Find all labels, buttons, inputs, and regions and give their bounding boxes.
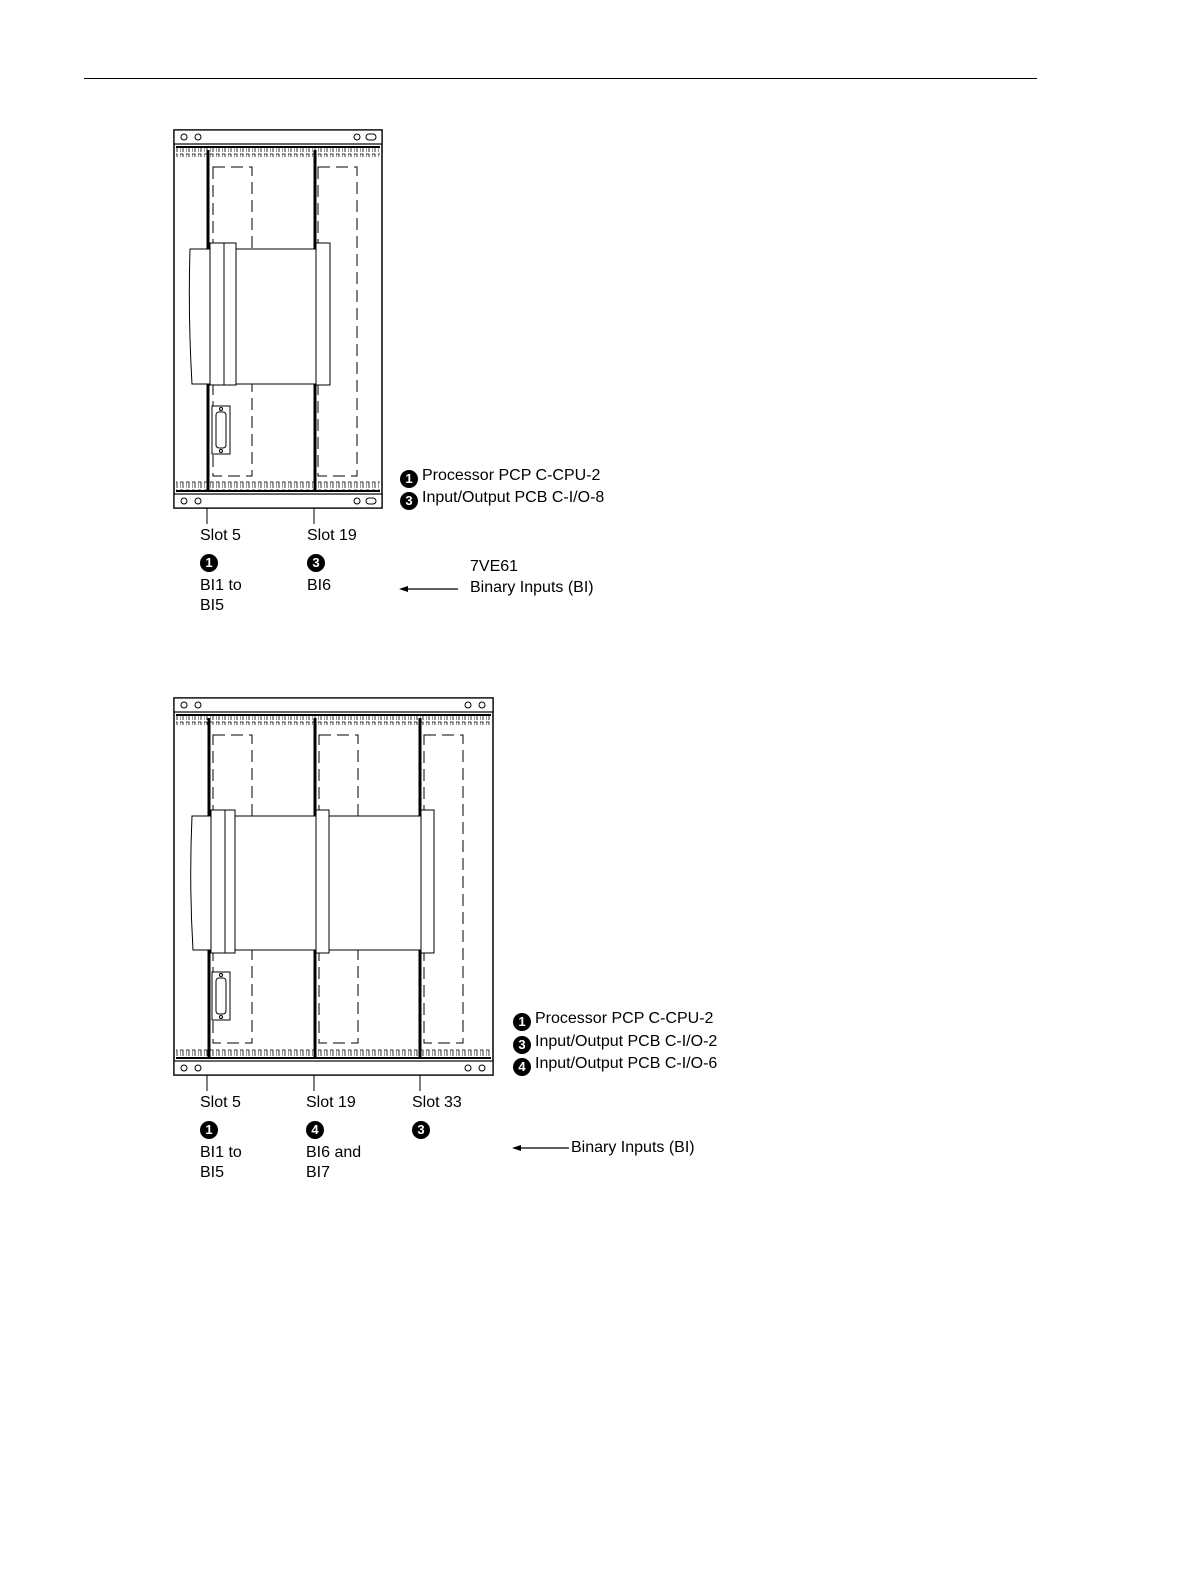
slot-label: Slot 19: [307, 527, 357, 544]
legend-text: Processor PCP C-CPU-2: [422, 467, 601, 484]
binary-inputs-label: Binary Inputs (BI): [470, 579, 594, 596]
housing-1: [174, 130, 382, 524]
legend-item-3: [400, 488, 604, 510]
number-badge-icon: 1: [200, 1121, 218, 1139]
number-badge-icon: 1: [513, 1013, 531, 1031]
slot-column-5: [200, 1093, 242, 1183]
number-badge-icon: 4: [306, 1121, 324, 1139]
number-badge-icon: 3: [400, 492, 418, 510]
number-badge-icon: 1: [200, 554, 218, 572]
binary-input-label: BI1 to BI5: [200, 1144, 242, 1181]
device-label: 7VE61: [470, 558, 519, 575]
slot-column-5: [200, 526, 242, 616]
legend-text: Input/Output PCB C-I/O-6: [535, 1055, 718, 1072]
legend-item-1: [513, 1009, 713, 1031]
legend-item-3: [513, 1032, 717, 1054]
slot-column-19: [306, 1093, 361, 1183]
slot-column-19: [307, 526, 357, 596]
slot-label: Slot 33: [412, 1094, 462, 1111]
legend-item-1: [400, 466, 600, 488]
binary-input-label: BI6 and BI7: [306, 1144, 362, 1181]
slot-column-33: [412, 1093, 462, 1143]
housing-2: [174, 698, 493, 1091]
number-badge-icon: 3: [307, 554, 325, 572]
legend-text: Input/Output PCB C-I/O-8: [422, 489, 605, 506]
binary-inputs-label: Binary Inputs (BI): [571, 1139, 695, 1156]
number-badge-icon: 1: [400, 470, 418, 488]
number-badge-icon: 3: [513, 1036, 531, 1054]
arrow-1: [399, 586, 458, 592]
legend-text: Processor PCP C-CPU-2: [535, 1010, 714, 1027]
number-badge-icon: 3: [412, 1121, 430, 1139]
binary-input-label: BI6: [307, 577, 332, 594]
legend-item-4: [513, 1054, 717, 1076]
number-badge-icon: 4: [513, 1058, 531, 1076]
slot-label: Slot 5: [200, 1094, 241, 1111]
arrow-2: [512, 1145, 569, 1151]
slot-label: Slot 19: [306, 1094, 356, 1111]
binary-input-label: BI1 to BI5: [200, 577, 242, 614]
slot-label: Slot 5: [200, 527, 241, 544]
legend-text: Input/Output PCB C-I/O-2: [535, 1033, 718, 1050]
